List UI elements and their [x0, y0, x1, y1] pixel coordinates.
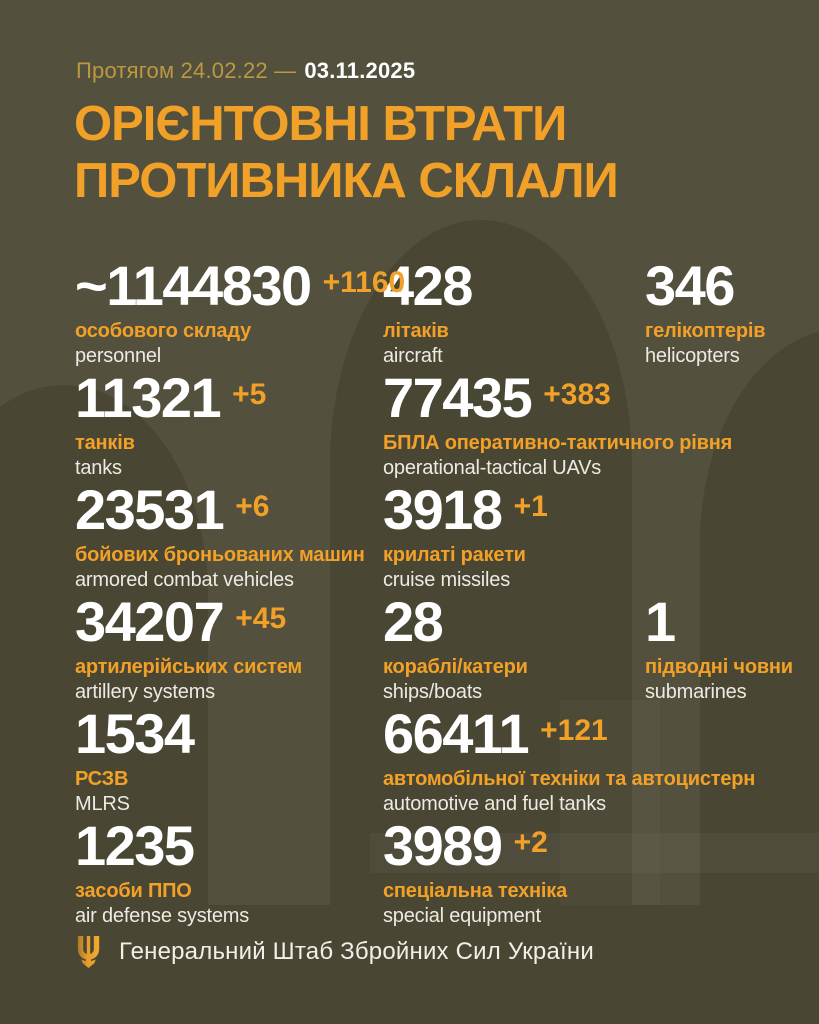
stat-number: 428 — [383, 254, 472, 317]
stat-label-en: personnel — [75, 345, 162, 367]
stat-aircraft — [383, 254, 645, 368]
stat-number: 3989 — [383, 814, 502, 877]
stat-label-en: submarines — [645, 681, 747, 703]
stat-label-en: automotive and fuel tanks — [383, 793, 606, 815]
stat-label-uk: артилерійських систем — [75, 656, 302, 678]
stat-number: 23531 — [75, 478, 224, 541]
stat-label-uk: кораблі/катери — [383, 656, 528, 678]
stat-label-en: air defense systems — [75, 905, 250, 927]
stat-label-uk: РСЗВ — [75, 768, 129, 790]
title-line-1: ОРІЄНТОВНІ ВТРАТИ — [74, 97, 567, 151]
stat-delta: +1 — [513, 490, 548, 523]
stat-tanks — [75, 366, 383, 480]
stat-label-en: helicopters — [645, 345, 740, 367]
stat-label-uk: спеціальна техніка — [383, 880, 568, 902]
stat-number: 1235 — [75, 814, 194, 877]
report-date: 03.11.2025 — [304, 58, 416, 83]
stat-artillery-systems — [75, 590, 383, 704]
losses-grid — [75, 254, 793, 930]
stat-delta: +5 — [232, 378, 267, 411]
stat-label-en: artillery systems — [75, 681, 215, 703]
stat-armored-combat-vehicles — [75, 478, 383, 592]
report-period — [76, 58, 415, 84]
stat-number: ~1144830 — [75, 254, 311, 317]
stat-uavs — [383, 366, 793, 480]
stat-number: 1534 — [75, 702, 194, 765]
stat-automotive-fuel-tanks — [383, 702, 793, 816]
stat-label-en: special equipment — [383, 905, 541, 927]
stat-label-en: aircraft — [383, 345, 443, 367]
stat-label-uk: засоби ППО — [75, 880, 192, 902]
stat-delta: +121 — [540, 714, 608, 747]
stat-label-en: operational-tactical UAVs — [383, 457, 602, 479]
stat-label-uk: літаків — [383, 320, 449, 342]
stat-label-uk: підводні човни — [645, 656, 793, 678]
page-title — [74, 96, 618, 210]
stat-label-uk: крилаті ракети — [383, 544, 526, 566]
stat-air-defense-systems — [75, 814, 383, 928]
stat-cruise-missiles — [383, 478, 793, 592]
period-label: Протягом 24.02.22 — — [76, 58, 297, 83]
stat-delta: +383 — [543, 378, 611, 411]
stat-submarines — [645, 590, 793, 704]
stat-number: 11321 — [75, 366, 221, 429]
stat-label-en: armored combat vehicles — [75, 569, 294, 591]
stat-special-equipment — [383, 814, 793, 928]
stat-number: 66411 — [383, 702, 529, 765]
stat-label-uk: гелікоптерів — [645, 320, 766, 342]
stat-helicopters — [645, 254, 793, 368]
stat-label-en: ships/boats — [383, 681, 482, 703]
stat-mlrs — [75, 702, 383, 816]
stat-delta: +1160 — [322, 266, 406, 299]
stat-number: 77435 — [383, 366, 532, 429]
stat-label-uk: танків — [75, 432, 135, 454]
stat-label-uk: особового складу — [75, 320, 252, 342]
stat-number: 1 — [645, 590, 675, 653]
stat-number: 34207 — [75, 590, 224, 653]
stat-label-uk: бойових броньованих машин — [75, 544, 365, 566]
stat-label-uk: БПЛА оперативно-тактичного рівня — [383, 432, 733, 454]
organization-name: Генеральний Штаб Збройних Сил України — [119, 938, 594, 965]
stat-number: 3918 — [383, 478, 502, 541]
stat-number: 346 — [645, 254, 734, 317]
stat-ships-boats — [383, 590, 645, 704]
stat-personnel — [75, 254, 406, 368]
stat-label-en: MLRS — [75, 793, 130, 815]
stat-label-uk: автомобільної техніки та автоцистерн — [383, 768, 756, 790]
tryzub-trident-icon — [75, 936, 102, 968]
stat-label-en: cruise missiles — [383, 569, 511, 591]
stat-number: 28 — [383, 590, 443, 653]
footer — [75, 936, 594, 968]
title-line-2: ПРОТИВНИКА СКЛАЛИ — [74, 153, 618, 208]
stat-delta: +2 — [513, 826, 548, 859]
stat-delta: +6 — [235, 490, 270, 523]
stat-label-en: tanks — [75, 457, 122, 479]
stat-delta: +45 — [235, 602, 287, 635]
